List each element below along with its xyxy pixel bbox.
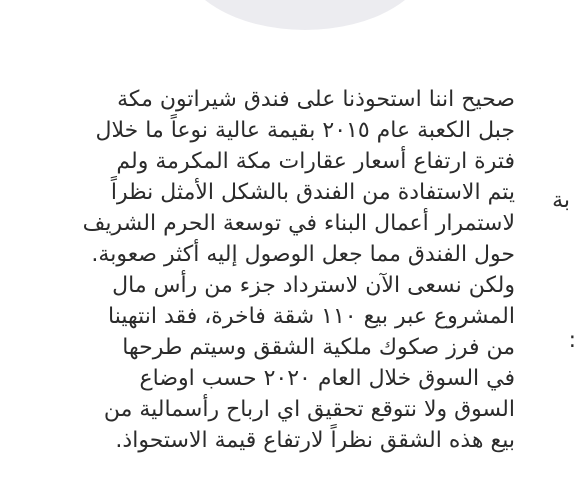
article-line: حول الفندق مما جعل الوصول إليه أكثر صعوبة. <box>91 242 515 267</box>
article-line: من فرز صكوك ملكية الشقق وسيتم طرحها <box>122 335 515 360</box>
decorative-circle <box>180 0 430 30</box>
article-line: لاستمرار أعمال البناء في توسعة الحرم الشريف <box>82 211 515 236</box>
article-line: صحيح اننا استحوذنا على فندق شيراتون مكة <box>117 87 515 112</box>
article-line: يتم الاستفادة من الفندق بالشكل الأمثل نظراً <box>110 180 515 205</box>
article-line: فترة ارتفاع أسعار عقارات مكة المكرمة ولم <box>116 149 515 174</box>
article-line: بيع هذه الشقق نظراً لارتفاع قيمة الاستحواذ. <box>115 428 515 453</box>
article-line: ولكن نسعى الآن لاسترداد جزء من رأس مال <box>112 273 515 298</box>
article-line: في السوق خلال العام ٢٠٢٠ حسب اوضاع <box>139 366 515 391</box>
side-column-fragment: بة <box>552 188 570 213</box>
article-line: جبل الكعبة عام ٢٠١٥ بقيمة عالية نوعاً ما خلال <box>95 118 515 143</box>
article-body <box>20 84 515 456</box>
article-line: المشروع عبر بيع ١١٠ شقة فاخرة، فقد انتهينا <box>108 304 515 329</box>
side-column-fragment: : <box>568 328 576 353</box>
article-line: السوق ولا نتوقع تحقيق اي ارباح رأسمالية من <box>103 397 515 422</box>
